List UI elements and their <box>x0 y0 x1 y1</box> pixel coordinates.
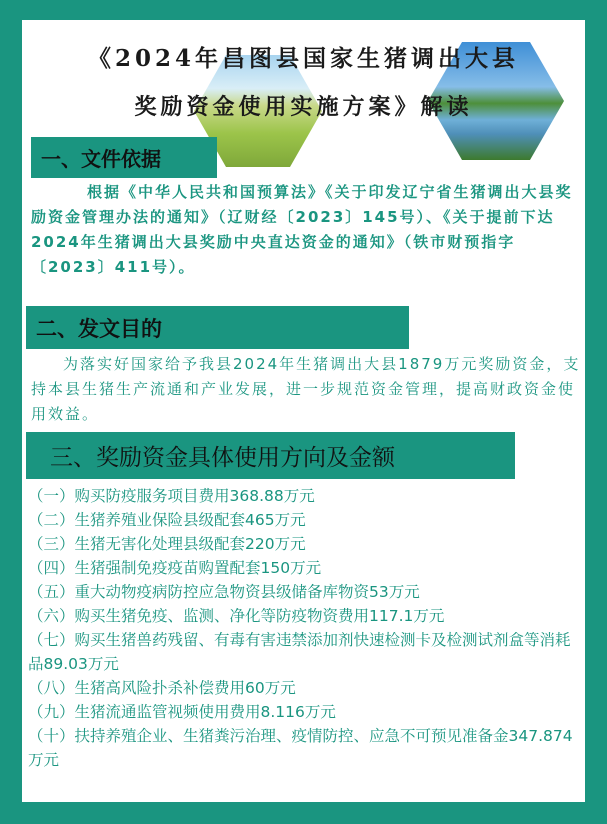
title-line-2: 奖励资金使用实施方案》解读 <box>134 94 473 120</box>
list-item: （七）购买生猪兽药残留、有毒有害违禁添加剂快速检测卡及检测试剂盒等消耗品89.03万元 <box>28 631 571 673</box>
list-item: （二）生猪养殖业保险县级配套465万元 <box>28 511 306 529</box>
list-item: （九）生猪流通监管视频使用费用8.116万元 <box>28 703 336 721</box>
list-item: （八）生猪高风险扑杀补偿费用60万元 <box>28 679 296 697</box>
section3-heading: 三、奖励资金具体使用方向及金额 <box>26 432 515 479</box>
section1-heading: 一、文件依据 <box>31 137 217 178</box>
funding-list <box>28 484 584 772</box>
list-item: （一）购买防疫服务项目费用368.88万元 <box>28 487 315 505</box>
list-item: （十）扶持养殖企业、生猪粪污治理、疫情防控、应急不可预见准备金347.874万元 <box>28 727 573 769</box>
title-line-1: 《2024年昌图县国家生猪调出大县 <box>87 45 519 72</box>
list-item: （六）购买生猪免疫、监测、净化等防疫物资费用117.1万元 <box>28 607 445 625</box>
section2-text: 为落实好国家给予我县2024年生猪调出大县1879万元奖励资金，支持本县生猪生产流通和产业发展，进一步规范资金管理，提高财政资金使用效益。 <box>31 355 581 423</box>
section1-text: 根据《中华人民共和国预算法》《关于印发辽宁省生猪调出大县奖励资金管理办法的通知》（辽财经〔2023〕145号）、《关于提前下达2024年生猪调出大县奖励中央直达资金的通知》（铁市财预指字〔2023〕411号）。 <box>31 183 573 276</box>
section2-heading: 二、发文目的 <box>26 306 409 349</box>
list-item: （三）生猪无害化处理县级配套220万元 <box>28 535 306 553</box>
list-item: （四）生猪强制免疫疫苗购置配套150万元 <box>28 559 322 577</box>
list-item: （五）重大动物疫病防控应急物资县级储备库物资53万元 <box>28 583 420 601</box>
